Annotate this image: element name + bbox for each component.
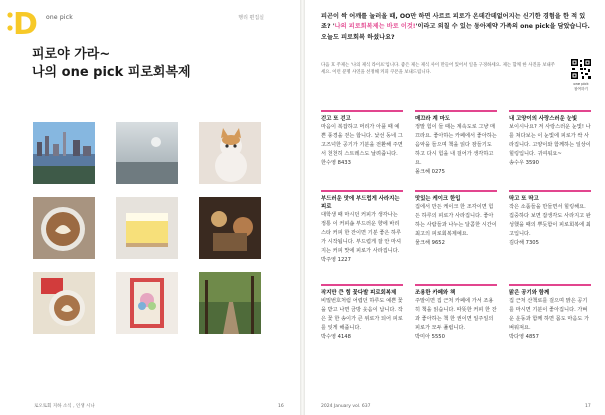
entry-card xyxy=(321,284,403,341)
photo-cake-slice xyxy=(116,197,178,259)
entry-head: 매끄라 계 마도 xyxy=(415,116,450,122)
entry-head: 작지만 큰 힘 꽃다발 피로회복제 xyxy=(321,290,397,296)
entry-head: 맛있는 케이크 한입 xyxy=(415,196,461,202)
entry-author: 박미아 5550 xyxy=(415,333,445,340)
entry-rule xyxy=(415,284,497,286)
entry-body: 집에서 만든 케이크 한 조각이면 힘든 하루의 피로가 사라집니다. 좋아하는 사람들과 나누는 달콤한 시간이 최고의 피로회복제예요. xyxy=(415,204,497,237)
entry-author: 김다해 7305 xyxy=(509,239,539,246)
qr-code-icon[interactable] xyxy=(570,58,592,80)
photo-river-skyline xyxy=(33,122,95,184)
entry-rule xyxy=(321,110,403,112)
photo-misty-sky xyxy=(116,122,178,184)
entry-rule xyxy=(321,190,403,192)
right-footer: 2024 January vol. 637 xyxy=(321,404,371,409)
entry-body: 보이시나요? 저 사랑스러운 눈빛! 나를 쳐다보는 이 눈빛에 피로가 싹 사라집니다. 고양이와 함께하는 일상이 힐링입니다. 귀여워요~ xyxy=(509,124,591,157)
entry-head: 걷고 또 걷고 xyxy=(321,116,351,122)
entry-author: 박다영 4857 xyxy=(509,333,539,340)
entry-rule xyxy=(415,110,497,112)
entry-head: 부드러운 맛에 부드럽게 사라지는 피로 xyxy=(321,196,400,210)
entry-author: 박주영 1227 xyxy=(321,256,351,263)
left-page xyxy=(0,0,300,415)
entry-card xyxy=(415,284,497,341)
entry-rule xyxy=(509,284,591,286)
entry-card xyxy=(321,110,403,167)
left-page-number: 16 xyxy=(278,404,284,409)
entry-body: 마음이 복잡하고 머리가 아플 때 예쁜 풍경을 걷는 합니다. 낯선 동네 그 고즈넉한 공기가 기분을 전환해 주면서 천천히 스트레스도 날려줍니다. xyxy=(321,124,403,157)
entry-body: 비밀번호처럼 어렵던 하루도 예쁜 꽃을 받고 나면 금방 웃음이 납니다. 작은 꽃 한 송이가 큰 위로가 되어 피로를 잊게 해줍니다. xyxy=(321,298,403,331)
right-page-number: 17 xyxy=(585,404,591,409)
photo-flower-packaging xyxy=(116,272,178,334)
entry-card xyxy=(509,284,591,341)
entry-card xyxy=(415,110,497,176)
entry-head: 맑은 공기와 함께 xyxy=(509,290,550,296)
entry-author: 박수영 4148 xyxy=(321,333,351,340)
qr-label xyxy=(563,82,599,92)
intro-text-after: '이라고 외칠 수 있는 동아제약 가족의 one pick을 담았습니다. 오늘도 피로회복 하셨나요? xyxy=(321,23,590,41)
photo-red-latte xyxy=(33,272,95,334)
left-footer: 로오토회 지하 소식 , 인생 시나 xyxy=(34,404,95,409)
entry-head: 내 고양이의 사랑스러운 눈빛 xyxy=(509,116,578,122)
entry-head: 딱고 또 딱고 xyxy=(509,196,539,202)
entry-body: 집 근처 산책로를 걸으며 맑은 공기를 마시면 기분이 좋아집니다. 가벼운 운동과 함께 하면 몸도 마음도 가벼워져요. xyxy=(509,298,590,331)
logo-d-icon xyxy=(4,3,44,41)
entry-body: 작은 소품들을 만들면서 힐링해요. 집중하다 보면 잡생각도 사라지고 완성했을 때의 뿌듯함이 피로회복에 최고입니다. xyxy=(509,204,591,237)
intro-text-pink: 나의 피로회복제는 바로 이것! xyxy=(334,23,416,31)
photo-cat xyxy=(199,122,261,184)
intro-sub: 다음 호 주제는 '나의 제식 라이프'입니다. 좋은 제는 제식 사이 만들어 있어서 일을 구경하세요. 제는 함께 한 사진을 보내주세요. 이런 분명 사연을 선정해 커피 쿠폰을 보내드립니다. xyxy=(321,63,555,75)
entry-body: 정말 힘이 들 때는 계속도로 그냥 매끄라요. 좋아하는 카페에서 좋아하는 음악을 들으며 책을 읽다 잠들기도 하고 다시 힘을 내 걸어가 생각하고요. xyxy=(415,124,497,166)
entry-body: 대학생 때 마시던 커피가 생각나는 정통 이 커피숍 부드러운 향에 바리스타 커피 한 잔이면 기분 좋은 하루가 시작됩니다. 부드럽게 잘 안 마셔지는 커피 맛에 피로가 사라집니다. xyxy=(321,212,402,254)
entry-card xyxy=(509,110,591,167)
svg-text:D: D xyxy=(13,7,38,41)
qr-label-line2: 참여하기 xyxy=(574,87,588,91)
entry-card xyxy=(509,190,591,247)
intro-paragraph xyxy=(321,12,591,43)
entry-author: 몰크혜 0275 xyxy=(415,168,445,175)
entry-head: 조용한 카페와 책 xyxy=(415,290,456,296)
section-label: one pick xyxy=(46,14,73,21)
entry-card xyxy=(321,190,403,264)
entry-author: 한수영 8433 xyxy=(321,159,351,166)
entry-rule xyxy=(509,110,591,112)
page-title-line2: 나의 one pick 피로회복제 xyxy=(32,65,191,80)
photo-warm-lights xyxy=(199,197,261,259)
entry-rule xyxy=(321,284,403,286)
entry-body: 주말이면 집 근처 카페에 가서 조용히 책을 읽습니다. 따뜻한 커피 한 잔과 좋아하는 책 한 권이면 일주일의 피로가 모두 풀립니다. xyxy=(415,298,497,331)
entry-rule xyxy=(509,190,591,192)
qr-label-line1: one pick xyxy=(573,82,589,86)
page-title-line1: 피로야 가라~ xyxy=(32,47,111,62)
entry-author: 송수우 3590 xyxy=(509,159,539,166)
entry-card xyxy=(415,190,497,247)
photo-forest-trail xyxy=(199,272,261,334)
entry-author: 물크해 9652 xyxy=(415,239,445,246)
right-page xyxy=(305,0,605,415)
entry-rule xyxy=(415,190,497,192)
photo-latte-art-one xyxy=(33,197,95,259)
section-small: 행리 편집실 xyxy=(238,15,264,21)
intro-text-before: 피곤이 싹 어깨를 눌러올 때, OO만 하면 사르르 피로가 온데간데없어지는 신기한 경험을 한 적 있죠? ' xyxy=(321,13,586,31)
